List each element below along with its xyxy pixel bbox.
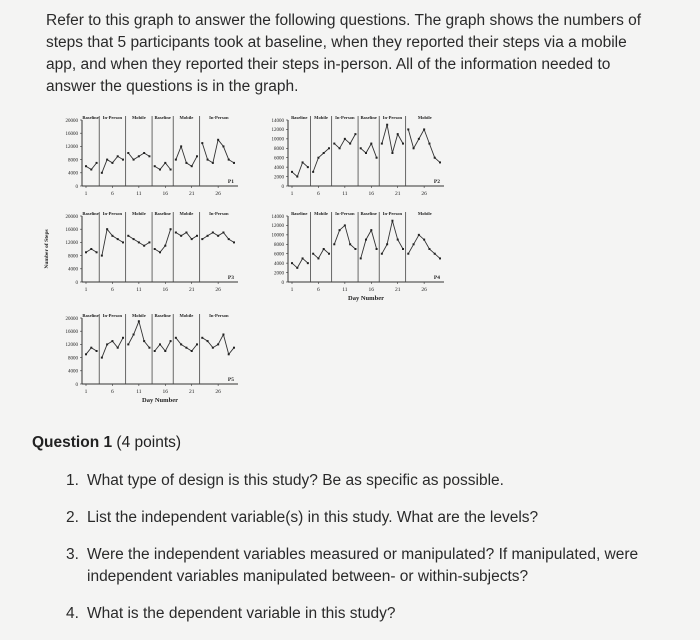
data-point [170, 169, 172, 171]
data-point [370, 229, 372, 231]
data-point [138, 320, 140, 322]
data-point [122, 159, 124, 161]
phase-label: Mobile [314, 211, 328, 216]
data-point [191, 238, 193, 240]
series-line [382, 221, 403, 254]
data-point [354, 248, 356, 250]
y-tick-label: 14000 [271, 214, 284, 220]
data-point [339, 147, 341, 149]
data-point [222, 232, 224, 234]
data-point [133, 238, 135, 240]
phase-label: Baseline [360, 115, 377, 120]
data-point [391, 152, 393, 154]
data-point [191, 165, 193, 167]
series-line [334, 134, 355, 148]
series-line [102, 156, 123, 173]
data-point [154, 350, 156, 352]
steps-chart [30, 108, 450, 418]
phase-label: In-Person [209, 115, 229, 120]
question-list [66, 470, 666, 640]
phase-label: Baseline [82, 313, 99, 318]
data-point [228, 159, 230, 161]
phase-label: In-Person [102, 115, 123, 120]
data-point [349, 243, 351, 245]
data-point [143, 340, 145, 342]
x-tick-label: 16 [162, 287, 169, 293]
data-point [170, 340, 172, 342]
x-tick-label: 11 [136, 191, 142, 197]
data-point [228, 238, 230, 240]
data-point [349, 143, 351, 145]
phase-label: Mobile [314, 115, 328, 120]
phase-label: Mobile [417, 115, 432, 120]
data-point [127, 235, 129, 237]
question-number: 1. [66, 472, 79, 489]
y-tick-label: 20000 [65, 118, 78, 124]
series-line [155, 229, 171, 252]
y-tick-label: 0 [281, 184, 284, 190]
data-point [148, 241, 150, 243]
phase-label: In-Person [382, 115, 403, 120]
data-point [180, 235, 182, 237]
data-point [111, 235, 113, 237]
data-point [312, 171, 314, 173]
data-point [397, 133, 399, 135]
data-point [407, 253, 409, 255]
series-line [176, 338, 197, 351]
x-tick-label: 6 [111, 287, 114, 293]
x-tick-label: 1 [290, 191, 294, 197]
data-point [302, 257, 304, 259]
data-point [317, 157, 319, 159]
series-line [128, 236, 149, 246]
data-point [154, 248, 156, 250]
data-point [296, 267, 298, 269]
series-line [382, 125, 403, 153]
data-point [127, 152, 129, 154]
data-point [418, 234, 420, 236]
y-tick-label: 2000 [274, 271, 284, 277]
y-tick-label: 4000 [68, 369, 78, 375]
series-line [408, 235, 440, 259]
data-point [175, 337, 177, 339]
data-point [428, 143, 430, 145]
y-tick-label: 14000 [271, 118, 284, 124]
data-point [381, 143, 383, 145]
data-point [106, 228, 108, 230]
y-tick-label: 12000 [65, 241, 78, 247]
phase-label: Mobile [131, 115, 146, 120]
phase-label: Baseline [154, 115, 171, 120]
series-line [128, 321, 149, 347]
x-tick-label: 21 [188, 287, 195, 293]
data-point [302, 161, 304, 163]
data-point [207, 235, 209, 237]
question-title: Question 1 [32, 434, 113, 451]
data-point [397, 239, 399, 241]
series-line [202, 233, 234, 243]
x-tick-label: 1 [84, 191, 88, 197]
data-point [328, 253, 330, 255]
y-tick-label: 4000 [68, 171, 78, 177]
y-tick-label: 2000 [274, 175, 284, 181]
x-tick-label: 1 [290, 287, 294, 293]
question-item [66, 603, 666, 625]
data-point [376, 248, 378, 250]
data-point [201, 142, 203, 144]
phase-label: Mobile [131, 211, 146, 216]
data-point [317, 257, 319, 259]
y-tick-label: 8000 [274, 243, 284, 249]
series-line [361, 230, 377, 258]
data-point [175, 232, 177, 234]
data-point [418, 138, 420, 140]
data-point [96, 350, 98, 352]
phase-label: Mobile [131, 313, 146, 318]
participant-label: P4 [433, 275, 440, 281]
data-point [138, 155, 140, 157]
y-tick-label: 12000 [65, 145, 78, 151]
phase-label: In-Person [335, 115, 355, 120]
question-number: 4. [66, 605, 79, 622]
phase-label: In-Person [209, 211, 229, 216]
data-point [164, 350, 166, 352]
question-points: (4 points) [116, 434, 182, 451]
question-item [66, 507, 666, 529]
x-tick-label: 16 [368, 191, 375, 197]
data-point [365, 239, 367, 241]
x-tick-label: 21 [188, 389, 195, 395]
series-line [361, 144, 377, 158]
data-point [207, 340, 209, 342]
data-point [201, 337, 203, 339]
data-point [101, 357, 103, 359]
data-point [439, 161, 441, 163]
phase-label: Mobile [417, 211, 432, 216]
data-point [386, 243, 388, 245]
question-item [66, 544, 666, 588]
data-point [196, 343, 198, 345]
data-point [122, 337, 124, 339]
phase-label: Mobile [179, 313, 194, 318]
data-point [344, 224, 346, 226]
data-point [175, 159, 177, 161]
data-point [117, 347, 119, 349]
y-tick-label: 0 [75, 184, 78, 190]
data-point [117, 238, 119, 240]
data-point [423, 239, 425, 241]
data-point [428, 248, 430, 250]
data-point [164, 245, 166, 247]
data-point [164, 162, 166, 164]
data-point [365, 152, 367, 154]
question-item [66, 470, 666, 492]
data-point [185, 347, 187, 349]
data-point [217, 343, 219, 345]
phase-label: Mobile [179, 211, 194, 216]
data-point [296, 176, 298, 178]
x-tick-label: 6 [111, 389, 114, 395]
data-point [233, 241, 235, 243]
y-tick-label: 0 [75, 382, 78, 388]
data-point [96, 162, 98, 164]
data-point [370, 143, 372, 145]
x-tick-label: 6 [317, 287, 320, 293]
y-tick-label: 16000 [65, 330, 78, 335]
x-tick-label: 21 [394, 287, 401, 293]
phase-label: Baseline [82, 211, 99, 216]
data-point [101, 172, 103, 174]
data-point [222, 145, 224, 147]
question-heading [32, 434, 181, 452]
multiple-baseline-figure [30, 108, 450, 418]
phase-label: In-Person [102, 211, 123, 216]
series-line [155, 341, 171, 351]
x-tick-label: 11 [342, 191, 348, 197]
data-point [323, 152, 325, 154]
participant-label: P5 [227, 377, 234, 383]
data-point [196, 235, 198, 237]
data-point [434, 157, 436, 159]
data-point [111, 340, 113, 342]
data-point [159, 169, 161, 171]
data-point [333, 243, 335, 245]
data-point [307, 166, 309, 168]
question-text: What type of design is this study? Be as specific as possible. [87, 472, 504, 489]
data-point [212, 347, 214, 349]
data-point [185, 162, 187, 164]
y-tick-label: 8000 [68, 158, 78, 164]
y-tick-label: 12000 [271, 224, 284, 230]
phase-label: Baseline [360, 211, 377, 216]
x-tick-label: 11 [342, 287, 348, 293]
data-point [402, 143, 404, 145]
data-point [328, 147, 330, 149]
data-point [339, 229, 341, 231]
data-point [96, 251, 98, 253]
data-point [323, 248, 325, 250]
data-point [106, 159, 108, 161]
x-tick-label: 16 [368, 287, 375, 293]
x-tick-label: 16 [162, 389, 169, 395]
y-tick-label: 12000 [271, 128, 284, 134]
phase-label: In-Person [102, 313, 123, 318]
data-point [291, 262, 293, 264]
question-text: What is the dependent variable in this study? [87, 605, 396, 622]
x-tick-label: 6 [317, 191, 320, 197]
data-point [386, 124, 388, 126]
data-point [222, 334, 224, 336]
phase-label: Baseline [154, 211, 171, 216]
series-line [334, 225, 355, 249]
y-tick-label: 16000 [65, 228, 78, 233]
phase-label: In-Person [335, 211, 355, 216]
data-point [85, 251, 87, 253]
data-point [117, 155, 119, 157]
y-tick-label: 20000 [65, 316, 78, 322]
series-line [313, 249, 329, 258]
data-point [333, 143, 335, 145]
x-axis-title: Day Number [348, 295, 384, 302]
data-point [423, 128, 425, 130]
x-axis-title: Day Number [142, 397, 178, 404]
phase-label: Baseline [291, 211, 308, 216]
data-point [90, 248, 92, 250]
y-axis-title: Number of Steps [44, 229, 50, 269]
data-point [207, 159, 209, 161]
data-point [233, 347, 235, 349]
data-point [360, 147, 362, 149]
data-point [154, 165, 156, 167]
data-point [217, 139, 219, 141]
series-line [155, 163, 171, 170]
intro-paragraph: Refer to this graph to answer the following questions. The graph shows the numbers of steps that 5 participants took at baseline, when they reported their steps via a mobile app, and when they reported their steps in-person. All of the information needed to answer the questions is in the graph. [46, 12, 642, 95]
y-tick-label: 10000 [271, 233, 284, 239]
x-tick-label: 6 [111, 191, 114, 197]
y-tick-label: 4000 [68, 267, 78, 273]
participant-label: P1 [227, 179, 234, 185]
data-point [307, 262, 309, 264]
data-point [217, 235, 219, 237]
question-text: Were the independent variables measured or manipulated? If manipulated, were independent variables manipulated between- or within-subjects? [87, 546, 639, 585]
data-point [439, 257, 441, 259]
data-point [143, 245, 145, 247]
data-point [228, 353, 230, 355]
x-tick-label: 1 [84, 389, 88, 395]
x-tick-label: 26 [215, 191, 221, 197]
series-line [102, 229, 123, 255]
data-point [159, 343, 161, 345]
data-point [127, 343, 129, 345]
data-point [413, 243, 415, 245]
participant-label: P2 [433, 179, 440, 185]
data-point [291, 171, 293, 173]
x-tick-label: 26 [215, 287, 221, 293]
data-point [133, 159, 135, 161]
data-point [138, 241, 140, 243]
data-point [381, 253, 383, 255]
data-point [90, 169, 92, 171]
data-point [212, 162, 214, 164]
data-point [391, 220, 393, 222]
y-tick-label: 10000 [271, 137, 284, 143]
series-line [292, 258, 308, 268]
data-point [201, 238, 203, 240]
data-point [159, 251, 161, 253]
data-point [402, 248, 404, 250]
data-point [148, 347, 150, 349]
y-tick-label: 6000 [274, 156, 284, 162]
data-point [111, 162, 113, 164]
x-tick-label: 11 [136, 389, 142, 395]
question-number: 3. [66, 546, 79, 563]
data-point [148, 155, 150, 157]
data-point [106, 343, 108, 345]
data-point [133, 334, 135, 336]
data-point [101, 255, 103, 257]
y-tick-label: 8000 [274, 147, 284, 153]
data-point [196, 155, 198, 157]
data-point [170, 228, 172, 230]
y-tick-label: 4000 [274, 165, 284, 171]
data-point [90, 347, 92, 349]
data-point [407, 128, 409, 130]
x-tick-label: 1 [84, 287, 88, 293]
x-tick-label: 16 [162, 191, 169, 197]
y-tick-label: 0 [281, 280, 284, 286]
phase-label: Baseline [154, 313, 171, 318]
x-tick-label: 11 [136, 287, 142, 293]
x-tick-label: 21 [394, 191, 401, 197]
question-text: List the independent variable(s) in this study. What are the levels? [87, 509, 539, 526]
data-point [85, 165, 87, 167]
x-tick-label: 21 [188, 191, 195, 197]
phase-label: In-Person [209, 313, 229, 318]
data-point [191, 350, 193, 352]
y-tick-label: 8000 [68, 254, 78, 260]
question-number: 2. [66, 509, 79, 526]
series-line [292, 162, 308, 176]
y-tick-label: 6000 [274, 252, 284, 258]
data-point [344, 138, 346, 140]
x-tick-label: 26 [215, 389, 221, 395]
y-tick-label: 12000 [65, 343, 78, 349]
data-point [85, 353, 87, 355]
data-point [434, 253, 436, 255]
data-point [185, 232, 187, 234]
x-tick-label: 26 [421, 287, 427, 293]
data-point [312, 253, 314, 255]
data-point [360, 257, 362, 259]
y-tick-label: 8000 [68, 356, 78, 362]
y-tick-label: 16000 [65, 132, 78, 137]
data-point [143, 152, 145, 154]
data-point [376, 157, 378, 159]
x-tick-label: 26 [421, 191, 427, 197]
data-point [122, 241, 124, 243]
data-point [212, 232, 214, 234]
y-tick-label: 20000 [65, 214, 78, 220]
data-point [233, 162, 235, 164]
phase-label: Baseline [82, 115, 99, 120]
data-point [413, 147, 415, 149]
data-point [354, 133, 356, 135]
data-point [180, 343, 182, 345]
data-point [180, 145, 182, 147]
phase-label: Mobile [179, 115, 194, 120]
series-line [313, 148, 329, 172]
phase-label: In-Person [382, 211, 403, 216]
y-tick-label: 0 [75, 280, 78, 286]
y-tick-label: 4000 [274, 261, 284, 267]
phase-label: Baseline [291, 115, 308, 120]
participant-label: P3 [227, 275, 234, 281]
